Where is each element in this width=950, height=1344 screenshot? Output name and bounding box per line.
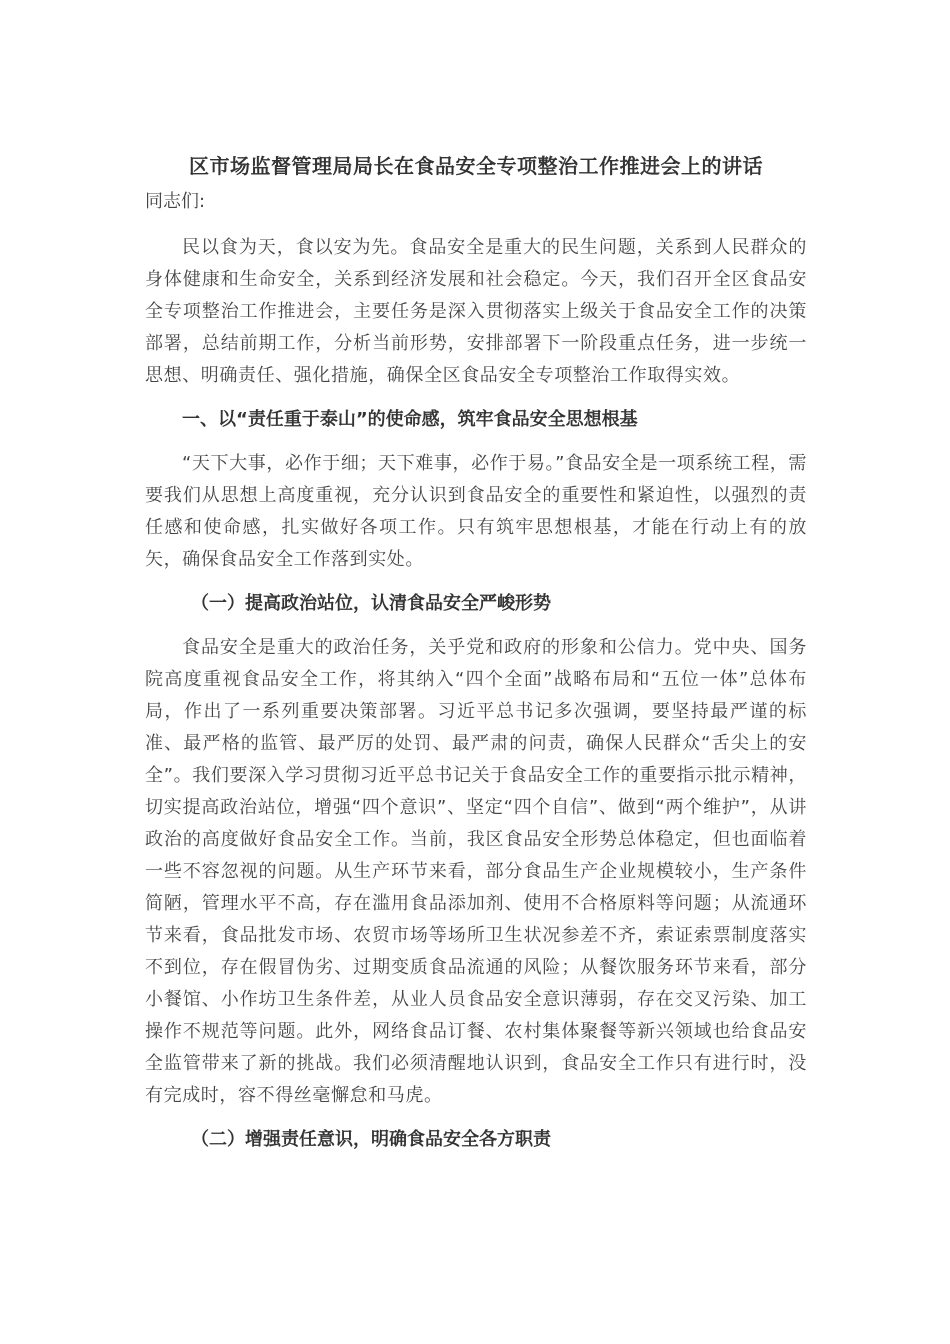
subsection-1-heading: （一）提高政治站位，认清食品安全严峻形势 <box>191 593 551 614</box>
section-1-heading: 一、以“责任重于泰山”的使命感，筑牢食品安全思想根基 <box>182 409 638 430</box>
section-1-paragraph: “天下大事，必作于细；天下难事，必作于易。”食品安全是一项系统工程，需要我们从思想上高度重视，充分认识到食品安全的重要性和紧迫性，以强烈的责任感和使命感，扎实做好各项工作。只有筑牢思想根基，才能在行动上有的放矢，确保食品安全工作落到实处。 <box>145 453 807 570</box>
subsection-2-heading: （二）增强责任意识，明确食品安全各方职责 <box>191 1129 551 1150</box>
intro-paragraph: 民以食为天，食以安为先。食品安全是重大的民生问题，关系到人民群众的身体健康和生命安全，关系到经济发展和社会稳定。今天，我们召开全区食品安全专项整治工作推进会，主要任务是深入贯彻落实上级关于食品安全工作的决策部署，总结前期工作，分析当前形势，安排部署下一阶段重点任务，进一步统一思想、明确责任、强化措施，确保全区食品安全专项整治工作取得实效。 <box>145 237 807 386</box>
document-page <box>145 150 807 1168</box>
salutation: 同志们: <box>145 191 206 212</box>
document-title: 区市场监督管理局局长在食品安全专项整治工作推进会上的讲话 <box>189 154 763 178</box>
subsection-1-paragraph: 食品安全是重大的政治任务，关乎党和政府的形象和公信力。党中央、国务院高度重视食品安全工作，将其纳入“四个全面”战略布局和“五位一体”总体布局，作出了一系列重要决策部署。习近平总书记多次强调，要坚持最严谨的标准、最严格的监管、最严厉的处罚、最严肃的问责，确保人民群众“舌尖上的安全”。我们要深入学习贯彻习近平总书记关于食品安全工作的重要指示批示精神，切实提高政治站位，增强“四个意识”、坚定“四个自信”、做到“两个维护”，从讲政治的高度做好食品安全工作。当前，我区食品安全形势总体稳定，但也面临着一些不容忽视的问题。从生产环节来看，部分食品生产企业规模较小，生产条件简陋，管理水平不高，存在滥用食品添加剂、使用不合格原料等问题；从流通环节来看，食品批发市场、农贸市场等场所卫生状况参差不齐，索证索票制度落实不到位，存在假冒伪劣、过期变质食品流通的风险；从餐饮服务环节来看，部分小餐馆、小作坊卫生条件差，从业人员食品安全意识薄弱，存在交叉污染、加工操作不规范等问题。此外，网络食品订餐、农村集体聚餐等新兴领域也给食品安全监管带来了新的挑战。我们必须清醒地认识到，食品安全工作只有进行时，没有完成时，容不得丝毫懈怠和马虎。 <box>145 637 807 1106</box>
